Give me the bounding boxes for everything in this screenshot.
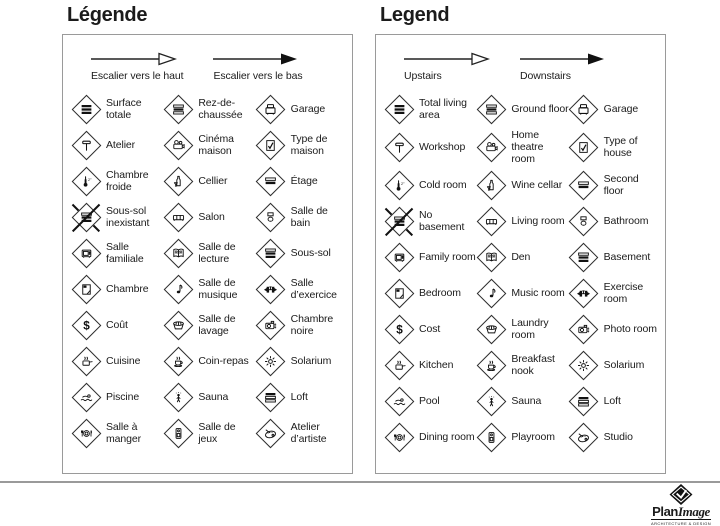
arrow-row [376,35,665,88]
solarium-icon [256,347,286,377]
legend-item-label: Coût [106,318,128,331]
legend-item [569,170,661,201]
legend-item [256,202,348,233]
family-room-icon [71,239,101,269]
legend-item-label: Type of house [603,134,638,159]
living-room-icon [163,203,193,233]
legend-item [384,206,476,237]
legend-item-label: Chambre froide [106,168,149,193]
cold-room-icon [384,171,414,201]
legend-item [569,386,661,417]
legend-panel-french [62,0,353,474]
legend-item [476,94,568,125]
legend-item-label: Workshop [419,140,466,153]
legend-item-label: Sous-sol inexistant [106,204,150,229]
legend-item-label: No basement [419,209,465,233]
legend-item-label: Wine cellar [511,178,563,191]
living-room-icon [476,207,506,237]
loft-icon [256,383,286,413]
planimage-logo-icon [669,484,693,505]
legend-item-label: Salle à manger [106,420,142,445]
legend-item [256,94,348,125]
stairs-up-arrow-icon [404,52,490,66]
legend-item [163,202,255,233]
laundry-room-icon [163,311,193,341]
legend-item-label: Bathroom [603,214,649,227]
legend-item [163,382,255,413]
legend-item [256,346,348,377]
planimage-logo [651,484,711,526]
legend-item-label: Cost [419,322,441,335]
legend-item [384,170,476,201]
legend-item-label: Salle de bain [290,204,328,229]
legend-item [384,350,476,381]
legend-item [256,382,348,413]
den-icon [476,243,506,273]
cost-icon [384,315,414,345]
pool-icon [384,387,414,417]
legend-item [71,202,163,233]
legend-item [71,238,163,269]
legend-item [384,386,476,417]
legend-item [569,278,661,309]
solarium-icon [569,351,599,381]
legend-item-label: Atelier d’artiste [290,420,327,445]
legend-item [71,274,163,305]
ground-floor-icon [476,95,506,125]
logo-tagline: ARCHITECTURE & DESIGN [651,521,711,526]
legend-item-label: Atelier [106,138,136,151]
kitchen-icon [384,351,414,381]
legend-item [476,242,568,273]
legend-item [256,310,348,341]
legend-item-label: Garage [290,102,326,115]
stairs-down-legend [520,52,606,82]
legend-item [256,130,348,161]
legend-item-label: Salle familiale [106,240,144,265]
legend-item [71,94,163,125]
legend-item [163,346,255,377]
legend-item-label: Salle d’exercice [290,276,337,301]
arrow-label: Downstairs [520,70,571,82]
legend-grid [376,88,665,453]
legend-item [71,130,163,161]
legend-item-label: Type de maison [290,132,328,157]
legend-item-label: Living room [511,214,565,227]
playroom-icon [163,419,193,449]
legend-item-label: Salle de jeux [198,420,236,445]
bottom-rule [0,481,720,483]
legend-item [384,242,476,273]
legend-item-label: Salle de musique [198,276,238,301]
total-area-icon [384,95,414,125]
music-room-icon [163,275,193,305]
sauna-icon [476,387,506,417]
photo-room-icon [569,315,599,345]
wine-cellar-icon [163,167,193,197]
legend-item-label: Cinéma maison [198,132,234,157]
basement-icon [569,243,599,273]
second-floor-icon [256,167,286,197]
family-room-icon [384,243,414,273]
cold-room-icon [71,167,101,197]
arrow-label: Upstairs [404,70,442,82]
legend-item-label: Sauna [198,390,229,403]
bedroom-icon [384,279,414,309]
stairs-down-arrow-icon [213,52,299,66]
legend-item [71,310,163,341]
workshop-icon [384,133,414,163]
legend-item [569,130,661,165]
loft-icon [569,387,599,417]
stairs-up-arrow-icon [91,52,177,66]
studio-icon [569,423,599,453]
legend-grid [63,88,352,449]
legend-item-label: Cellier [198,174,228,187]
legend-panel-english [375,0,666,474]
legend-item [256,166,348,197]
dining-room-icon [384,423,414,453]
legend-item [384,94,476,125]
legend-item-label: Second floor [603,173,639,197]
basement-icon [256,239,286,269]
legend-item-label: Cold room [419,178,467,191]
legend-item-label: Rez-de-chaussée [198,96,243,121]
legend-item-label: Photo room [603,322,657,335]
planimage-logo-text [652,506,710,518]
legend-box [62,34,353,474]
legend-item [163,274,255,305]
bathroom-icon [569,207,599,237]
logo-word-plan: Plan [652,504,678,519]
legend-item [71,166,163,197]
legend-item-label: Den [511,250,531,263]
legend-item-label: Total living area [419,96,467,121]
panel-title: Légende [67,4,148,26]
legend-item-label: Loft [290,390,308,403]
second-floor-icon [569,171,599,201]
legend-item-label: Studio [603,430,633,443]
arrow-row [63,35,352,88]
legend-item [476,314,568,345]
bathroom-icon [256,203,286,233]
exercise-room-icon [569,279,599,309]
playroom-icon [476,423,506,453]
legend-item-label: Family room [419,250,476,263]
legend-item [476,206,568,237]
exercise-room-icon [256,275,286,305]
legend-item-label: Salle de lecture [198,240,236,265]
studio-icon [256,419,286,449]
garage-icon [569,95,599,125]
garage-icon [256,95,286,125]
legend-item [163,94,255,125]
legend-item [163,166,255,197]
legend-box [375,34,666,474]
legend-item [569,206,661,237]
workshop-icon [71,131,101,161]
legend-item [384,422,476,453]
wine-cellar-icon [476,171,506,201]
photo-room-icon [256,311,286,341]
no-basement-icon [71,203,101,233]
legend-item-label: Piscine [106,390,140,403]
breakfast-nook-icon [163,347,193,377]
legend-item [569,94,661,125]
stairs-up-legend [404,52,490,82]
house-type-icon [256,131,286,161]
legend-item [71,346,163,377]
legend-item-label: Solarium [290,354,332,367]
legend-item [476,386,568,417]
den-icon [163,239,193,269]
legend-item [476,278,568,309]
legend-item-label: Salle de lavage [198,312,236,337]
pool-icon [71,383,101,413]
total-area-icon [71,95,101,125]
breakfast-nook-icon [476,351,506,381]
legend-item-label: Home theatre room [511,129,544,165]
legend-item-label: Laundry room [511,317,549,341]
stairs-down-arrow-icon [520,52,606,66]
legend-item-label: Sauna [511,394,542,407]
home-theatre-icon [163,131,193,161]
legend-item [569,314,661,345]
legend-item-label: Ground floor [511,102,569,115]
legend-item-label: Surface totale [106,96,142,121]
legend-item [71,418,163,449]
legend-item [569,422,661,453]
stairs-down-legend [213,52,302,82]
logo-word-image: Image [677,504,710,519]
legend-item [163,130,255,161]
legend-item [163,418,255,449]
house-type-icon [569,133,599,163]
dining-room-icon [71,419,101,449]
legend-item-label: Chambre noire [290,312,334,337]
stairs-up-legend [91,52,183,82]
legend-item-label: Chambre [106,282,149,295]
legend-item-label: Garage [603,102,639,115]
legend-item-label: Cuisine [106,354,141,367]
legend-item [71,382,163,413]
legend-item [163,238,255,269]
legend-item-label: Loft [603,394,621,407]
legend-item-label: Playroom [511,430,555,443]
legend-item [569,350,661,381]
legend-item [476,350,568,381]
legend-item [384,314,476,345]
legend-item [384,278,476,309]
music-room-icon [476,279,506,309]
legend-item-label: Bedroom [419,286,461,299]
legend-item [163,310,255,341]
legend-item-label: Pool [419,394,440,407]
legend-item [256,274,348,305]
legend-item-label: Basement [603,250,651,263]
legend-item [476,170,568,201]
legend-item [384,130,476,165]
legend-item-label: Exercise room [603,281,644,305]
bedroom-icon [71,275,101,305]
arrow-label: Escalier vers le bas [213,70,303,82]
legend-item-label: Sous-sol [290,246,331,259]
sauna-icon [163,383,193,413]
legend-item-label: Coin-repas [198,354,249,367]
kitchen-icon [71,347,101,377]
laundry-room-icon [476,315,506,345]
legend-item [256,418,348,449]
cost-icon [71,311,101,341]
legend-item-label: Kitchen [419,358,454,371]
ground-floor-icon [163,95,193,125]
legend-item-label: Solarium [603,358,645,371]
home-theatre-icon [476,133,506,163]
legend-item [476,130,568,165]
panel-title: Legend [380,4,450,26]
arrow-label: Escalier vers le haut [91,70,184,82]
legend-item-label: Étage [290,174,318,187]
legend-item-label: Breakfast nook [511,353,555,377]
legend-item [476,422,568,453]
no-basement-icon [384,207,414,237]
legend-item-label: Music room [511,286,565,299]
legend-item [569,242,661,273]
legend-item-label: Dining room [419,430,475,443]
legend-item-label: Salon [198,210,225,223]
legend-item [256,238,348,269]
